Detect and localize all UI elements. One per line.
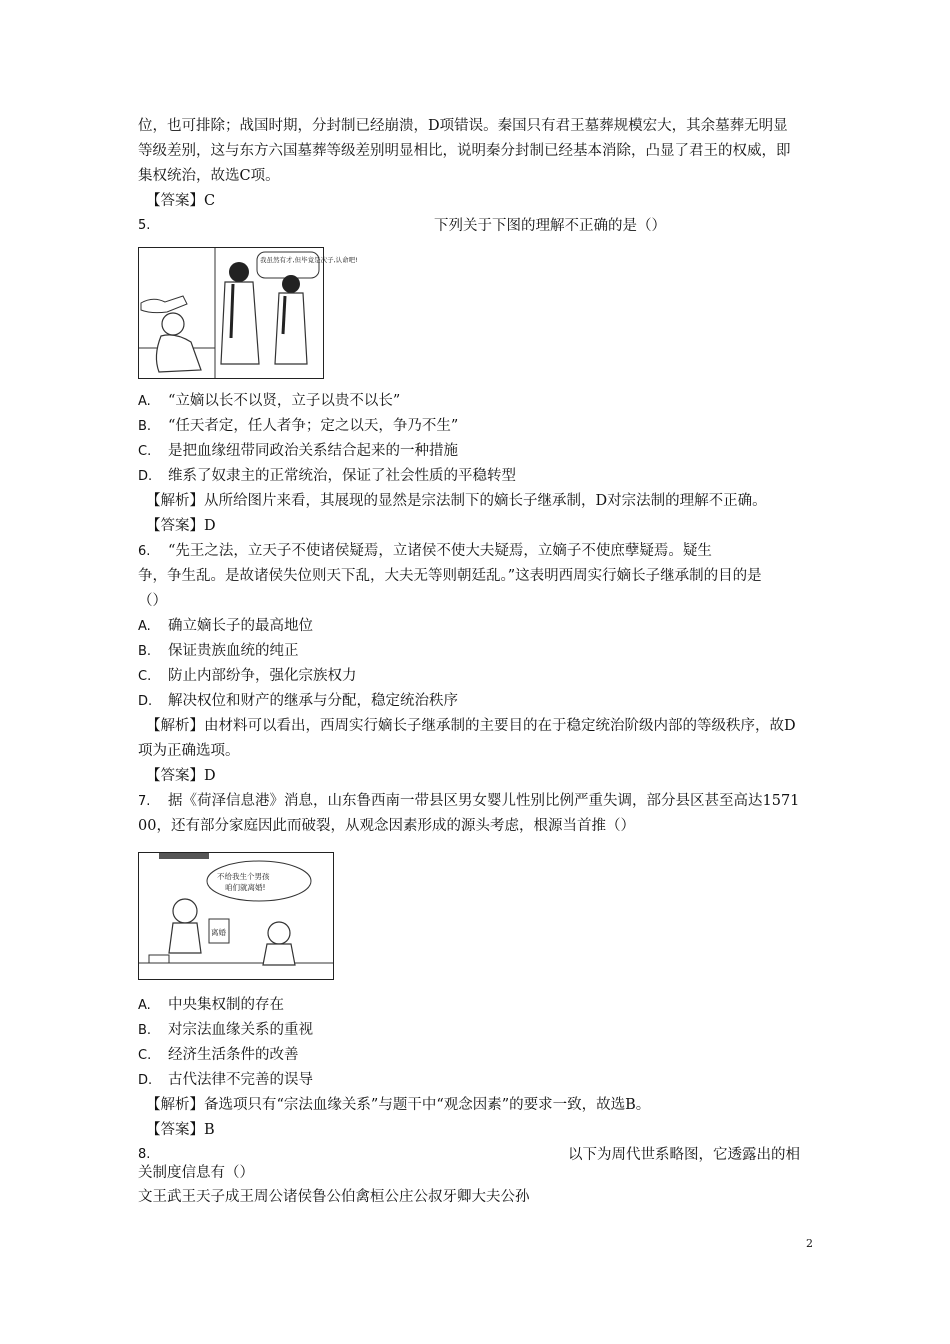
q6-number: 6. [138,544,151,559]
prev-analysis-line-2: 等级差别，这与东方六国墓葬等级差别明显相比，说明秦分封制已经基本消除，凸显了君王的权威，即 [138,143,791,159]
q7-option-c-letter: C. [138,1048,152,1063]
q6-stem-line-2: 争，争生乱。是故诸侯失位则天下乱，大夫无等则朝廷乱。”这表明西周实行嫡长子继承制的目的是 [138,568,762,584]
q5-option-c-text: 是把血缘纽带同政治关系结合起来的一种措施 [168,443,458,459]
q6-option-b-letter: B. [138,644,152,659]
q6-analysis-line-1: 【解析】由材料可以看出，西周实行嫡长子继承制的主要目的在于稳定统治阶级内部的等级秩序，故D [146,718,796,734]
prev-answer: 【答案】C [146,193,216,209]
q5-answer: 【答案】D [146,518,216,534]
q6-stem-text-1: “先王之法，立天子不使诸侯疑焉，立诸侯不使大夫疑焉，立嫡子不使庶孽疑焉。疑生 [168,543,712,559]
prev-analysis-line-3: 集权统治，故选C项。 [138,168,280,184]
q5-option-b-text: “任天者定，任人者争；定之以天，争乃不生” [168,418,459,434]
q7-option-b-text: 对宗法血缘关系的重视 [168,1022,313,1038]
q7-option-a-text: 中央集权制的存在 [168,997,284,1013]
q8-lineage-text: 文王武王天子成王周公诸侯鲁公伯禽桓公庄公叔牙卿大夫公孙 [138,1189,530,1205]
q5-stem: 下列关于下图的理解不正确的是（） [434,218,666,234]
q6-option-a-letter: A. [138,619,151,634]
q5-option-d [138,465,516,488]
q5-analysis: 【解析】从所给图片来看，其展现的显然是宗法制下的嫡长子继承制，D对宗法制的理解不正确。 [146,493,767,509]
q5-cartoon [138,247,358,379]
q6-option-a-text: 确立嫡长子的最高地位 [168,618,313,634]
q8-stem-line-1: 以下为周代世系略图，它透露出的相 [568,1147,800,1163]
q5-option-b-letter: B. [138,419,152,434]
q5-option-c [138,440,458,463]
q6-stem-line-3: （） [138,593,167,609]
q5-number: 5. [138,218,151,233]
q5-option-a-letter: A. [138,394,151,409]
q7-number: 7. [138,794,151,809]
page-number: 2 [806,1237,813,1250]
q7-cartoon-drawing [139,853,333,979]
q5-option-b [138,415,458,438]
q7-stem-line-2: 00，还有部分家庭因此而破裂，从观念因素形成的源头考虑，根源当首推（） [138,818,635,834]
q7-option-b [138,1019,313,1042]
q5-cartoon-drawing [139,248,358,378]
q7-option-d [138,1069,313,1092]
q7-stem-text-1: 据《荷泽信息港》消息，山东鲁西南一带县区男女婴儿性别比例严重失调，部分县区甚至高达1571 [168,793,800,809]
q7-analysis: 【解析】备选项只有“宗法血缘关系”与题干中“观念因素”的要求一致，故选B。 [146,1097,651,1113]
q7-stem-line-1 [138,790,799,813]
q7-bubble-line-1: 不给我生个男孩 [217,872,270,881]
q6-option-b [138,640,299,663]
q7-bubble-line-2: 咱们就离婚! [225,883,266,892]
q8-number: 8. [138,1147,151,1162]
q8-stem-line-2: 关制度信息有（） [138,1165,254,1181]
q7-option-b-letter: B. [138,1023,152,1038]
q7-divorce-sign: 离婚 [211,928,226,937]
q7-option-a [138,994,284,1017]
q5-option-d-letter: D. [138,469,153,484]
q5-cartoon-caption: 我虽然有才,但毕竟是次子,认命吧! [260,256,358,264]
q6-option-c [138,665,357,688]
prev-analysis-line-1: 位，也可排除；战国时期，分封制已经崩溃，D项错误。秦国只有君王墓葬规模宏大，其余墓葬无明显 [138,118,788,134]
q7-option-a-letter: A. [138,998,151,1013]
q6-stem-line-1 [138,540,712,563]
q7-option-c-text: 经济生活条件的改善 [168,1047,299,1063]
q6-analysis-line-2: 项为正确选项。 [138,743,240,759]
q7-option-c [138,1044,299,1067]
q6-option-c-letter: C. [138,669,152,684]
q7-option-d-letter: D. [138,1073,153,1088]
q5-option-a-text: “立嫡以长不以贤，立子以贵不以长” [168,393,401,409]
q7-answer: 【答案】B [146,1122,215,1138]
q6-answer: 【答案】D [146,768,216,784]
q5-option-a [138,390,400,413]
q6-option-c-text: 防止内部纷争，强化宗族权力 [168,668,357,684]
q6-option-a [138,615,313,638]
q6-option-b-text: 保证贵族血统的纯正 [168,643,299,659]
q5-option-c-letter: C. [138,444,152,459]
q6-option-d-letter: D. [138,694,153,709]
q7-option-d-text: 古代法律不完善的误导 [168,1072,313,1088]
q5-option-d-text: 维系了奴隶主的正常统治，保证了社会性质的平稳转型 [168,468,516,484]
q7-cartoon [138,852,334,980]
q6-option-d-text: 解决权位和财产的继承与分配，稳定统治秩序 [168,693,458,709]
q6-option-d [138,690,458,713]
